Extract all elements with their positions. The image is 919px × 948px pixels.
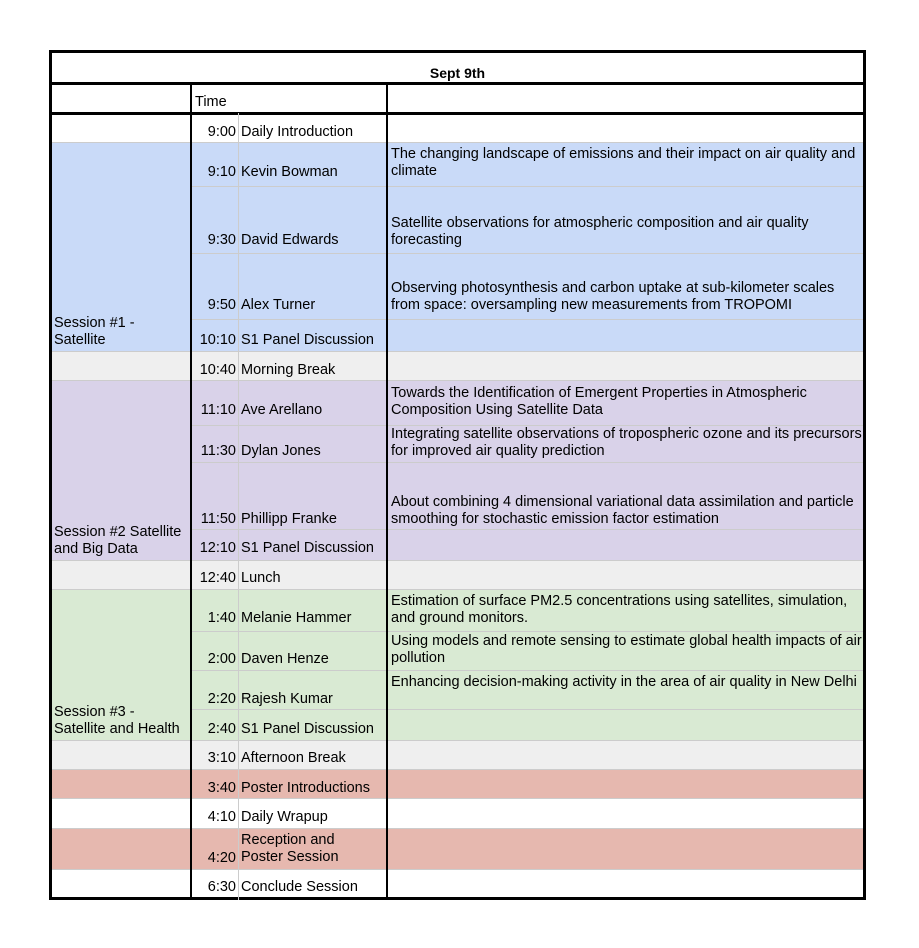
speaker-cell: David Edwards — [241, 232, 339, 248]
talk-title-cell: Enhancing decision-making activity in the area of air quality in New Delhi — [391, 674, 857, 690]
column-line-session — [190, 83, 192, 900]
sheet-title: Sept 9th — [429, 65, 486, 81]
morning-break-band — [52, 351, 863, 380]
column-line-speaker — [386, 83, 388, 900]
row-line — [52, 869, 863, 870]
talk-title-cell: About combining 4 dimensional variational data assimilation and particle smoothing for stochastic emission factor estimation — [391, 494, 854, 527]
poster-intro-band — [52, 769, 863, 798]
row-line — [191, 709, 863, 710]
speaker-cell: Dylan Jones — [241, 443, 321, 459]
header-divider — [52, 112, 863, 115]
time-cell: 10:40 — [199, 362, 236, 378]
row-line — [52, 560, 863, 561]
time-cell: 4:10 — [207, 809, 236, 825]
title-divider — [52, 82, 863, 85]
time-cell: 4:20 — [207, 850, 236, 866]
talk-title-cell: Using models and remote sensing to estimate global health impacts of air pollution — [391, 633, 862, 666]
time-cell: 11:30 — [200, 443, 236, 459]
speaker-cell: Alex Turner — [241, 297, 316, 313]
item-cell: S1 Panel Discussion — [241, 540, 374, 556]
row-line — [52, 769, 863, 770]
time-cell: 11:50 — [200, 511, 236, 527]
row-line — [191, 462, 863, 463]
speaker-cell: Rajesh Kumar — [241, 691, 333, 707]
talk-title-cell: Satellite observations for atmospheric composition and air quality forecasting — [391, 215, 809, 248]
time-cell: 12:10 — [199, 540, 236, 556]
item-cell: Morning Break — [241, 362, 336, 378]
row-line — [191, 670, 863, 671]
time-cell: 12:40 — [199, 570, 236, 586]
time-cell: 2:00 — [207, 651, 236, 667]
item-cell: Daily Wrapup — [241, 809, 328, 825]
row-line — [191, 186, 863, 187]
speaker-cell: Ave Arellano — [241, 402, 323, 418]
row-line — [52, 351, 863, 352]
reception-band — [52, 828, 863, 869]
item-cell: S1 Panel Discussion — [241, 332, 374, 348]
row-line — [52, 380, 863, 381]
item-cell: Poster Introductions — [241, 780, 370, 796]
speaker-cell: Daven Henze — [241, 651, 329, 667]
row-line — [52, 740, 863, 741]
lunch-band — [52, 560, 863, 589]
time-cell: 3:10 — [207, 750, 236, 766]
speaker-cell: Kevin Bowman — [241, 164, 338, 180]
time-cell: 9:50 — [207, 297, 236, 313]
session-2-label: Session #2 Satellite and Big Data — [54, 524, 182, 557]
talk-title-cell: Integrating satellite observations of tropospheric ozone and its precursors for improved air quality prediction — [391, 426, 862, 459]
row-line — [52, 589, 863, 590]
time-column-header: Time — [195, 94, 227, 110]
time-cell: 1:40 — [207, 610, 236, 626]
time-cell: 9:10 — [207, 164, 236, 180]
time-cell: 2:40 — [207, 721, 236, 737]
row-line — [191, 319, 863, 320]
afternoon-break-band — [52, 740, 863, 769]
talk-title-cell: Towards the Identification of Emergent Properties in Atmospheric Composition Using Satellite Data — [391, 385, 807, 418]
row-line — [191, 631, 863, 632]
session-1-label: Session #1 - Satellite — [54, 315, 135, 348]
item-cell: S1 Panel Discussion — [241, 721, 374, 737]
talk-title-cell: The changing landscape of emissions and their impact on air quality and climate — [391, 146, 856, 179]
row-line — [191, 253, 863, 254]
session-3-label: Session #3 - Satellite and Health — [54, 704, 180, 737]
time-cell: 11:10 — [200, 402, 236, 418]
time-cell: 6:30 — [207, 879, 236, 895]
talk-title-cell: Estimation of surface PM2.5 concentrations using satellites, simulation, and ground monitors. — [391, 593, 848, 626]
row-line — [52, 828, 863, 829]
talk-title-cell: Observing photosynthesis and carbon uptake at sub-kilometer scales from space: oversampling new measurements from TROPOMI — [391, 280, 835, 313]
item-cell: Afternoon Break — [241, 750, 346, 766]
wrapup-band — [52, 798, 863, 828]
time-cell: 2:20 — [207, 691, 236, 707]
row-line — [52, 798, 863, 799]
time-cell: 9:00 — [207, 124, 236, 140]
item-cell: Reception and Poster Session — [241, 832, 339, 865]
item-cell: Conclude Session — [241, 879, 358, 895]
item-cell: Lunch — [241, 570, 281, 586]
item-cell: Daily Introduction — [241, 124, 354, 140]
row-line — [191, 529, 863, 530]
row-line — [52, 142, 863, 143]
schedule-sheet — [49, 50, 866, 900]
time-cell: 9:30 — [207, 232, 236, 248]
speaker-cell: Phillipp Franke — [241, 511, 337, 527]
speaker-cell: Melanie Hammer — [241, 610, 352, 626]
time-cell: 10:10 — [199, 332, 236, 348]
time-cell: 3:40 — [207, 780, 236, 796]
